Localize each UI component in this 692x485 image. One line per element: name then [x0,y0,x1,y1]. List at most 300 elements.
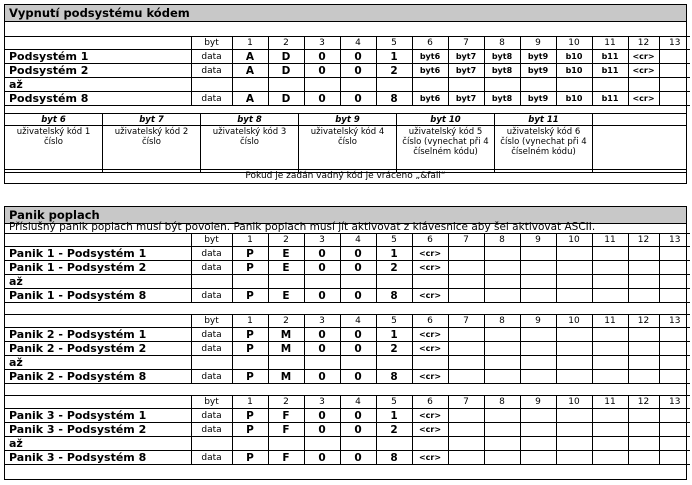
byte-cell [484,328,520,342]
table-row [5,92,690,106]
byte-cell: P [232,423,268,437]
byte-cell [556,289,592,303]
byte-cell [232,78,268,92]
byte-cell: byt6 [412,50,448,64]
byte-cell: 8 [376,451,412,465]
data-cell: data [191,370,232,384]
byte-cell: A [232,50,268,64]
table-row [5,437,690,451]
byte-header: byt 6 [5,114,103,126]
byte-cell [268,437,304,451]
data-cell: data [191,409,232,423]
byte-cell: 2 [376,64,412,78]
table-row [5,64,690,78]
panic-1-table [5,233,690,303]
byte-description: uživatelský kód 5 číslo (vynechat při 4 číselném kódu) [397,126,495,173]
table-header-row [5,234,690,247]
byte-cell [448,289,484,303]
column-header: 6 [412,234,448,247]
table-row [5,247,690,261]
byte-cell: 0 [340,342,376,356]
byte-cell: 0 [340,92,376,106]
column-header: 7 [448,396,484,409]
column-header: byt [191,315,232,328]
byte-description: uživatelský kód 2 číslo [103,126,201,173]
column-header: 2 [268,37,304,50]
byte-cell: P [232,370,268,384]
byte-cell [592,328,628,342]
byte-description-table [5,113,686,173]
table-header-row [5,37,690,50]
column-header: 5 [376,37,412,50]
column-header: 9 [520,234,556,247]
byte-cell: F [268,451,304,465]
byte-cell: byt8 [484,64,520,78]
byte-cell [659,50,690,64]
byte-cell [556,275,592,289]
byte-cell [520,247,556,261]
byte-cell: F [268,423,304,437]
column-header: 1 [232,396,268,409]
byte-cell [659,370,690,384]
byte-cell [628,261,659,275]
column-header: 6 [412,396,448,409]
byte-cell: 0 [340,289,376,303]
byte-cell [556,423,592,437]
byte-cell [556,409,592,423]
byte-cell: P [232,261,268,275]
byte-cell [659,437,690,451]
byte-cell [304,437,340,451]
byte-cell [592,78,628,92]
row-label: Panik 1 - Podsystém 8 [5,289,191,303]
byte-cell: 0 [340,261,376,275]
byte-cell [556,451,592,465]
byte-cell [340,437,376,451]
byte-cell [484,275,520,289]
row-label: až [5,275,191,289]
section-code-disarm [4,4,687,184]
byte-cell: 2 [376,261,412,275]
byte-cell [592,275,628,289]
table-row [5,50,690,64]
byte-cell [520,356,556,370]
column-header: 8 [484,315,520,328]
byte-cell: <cr> [628,64,659,78]
byte-cell [520,423,556,437]
byte-cell: b11 [592,64,628,78]
byte-cell [628,356,659,370]
column-header: 9 [520,37,556,50]
byte-cell [592,356,628,370]
byte-header: byt 8 [201,114,299,126]
byte-cell [592,437,628,451]
byte-cell [628,275,659,289]
empty-cell [593,114,687,126]
data-cell: data [191,289,232,303]
byte-cell: M [268,342,304,356]
byte-cell [628,328,659,342]
column-header: 10 [556,396,592,409]
byte-cell [232,356,268,370]
byte-cell [659,78,690,92]
byte-cell [556,342,592,356]
byte-cell [340,356,376,370]
byte-cell [520,370,556,384]
column-header: 2 [268,315,304,328]
byte-cell [484,451,520,465]
byte-cell: 8 [376,92,412,106]
byte-cell [659,64,690,78]
byte-cell [376,78,412,92]
table-row [5,275,690,289]
row-label: Podsystém 8 [5,92,191,106]
byte-cell: <cr> [412,247,448,261]
byte-cell [659,328,690,342]
byte-cell: <cr> [628,50,659,64]
column-header: 13 [659,396,690,409]
byte-cell [592,409,628,423]
byte-cell: 8 [376,289,412,303]
byte-cell: b10 [556,64,592,78]
column-header: 9 [520,396,556,409]
byte-cell [659,342,690,356]
byte-cell [268,78,304,92]
data-cell [191,275,232,289]
byte-cell [448,423,484,437]
panic-intro-text: Příslušný panik poplach musí být povolen. Panik poplach musí jít aktivovat z klávesnice aby šel aktivovat ASCII. [9,221,596,233]
row-label: Panik 1 - Podsystém 1 [5,247,191,261]
data-cell: data [191,64,232,78]
column-header: 13 [659,37,690,50]
column-header: 2 [268,234,304,247]
byte-cell: b10 [556,50,592,64]
byte-cell [520,275,556,289]
column-header: 4 [340,396,376,409]
column-header: 7 [448,234,484,247]
column-header: byt [191,396,232,409]
column-header: 1 [232,234,268,247]
byte-cell [448,247,484,261]
table-header-row [5,315,690,328]
byte-cell: 0 [340,64,376,78]
byte-cell [520,261,556,275]
byte-cell [484,437,520,451]
byte-cell: P [232,451,268,465]
panic-2-table [5,314,690,384]
byte-cell: M [268,370,304,384]
data-cell: data [191,50,232,64]
column-header: 12 [628,396,659,409]
data-cell [191,437,232,451]
column-header: 9 [520,315,556,328]
byte-cell [484,78,520,92]
table-row [5,328,690,342]
byte-cell [659,356,690,370]
byte-cell: byt9 [520,92,556,106]
byte-cell [556,247,592,261]
column-header: 2 [268,396,304,409]
byte-cell: 0 [304,342,340,356]
byte-cell: <cr> [412,289,448,303]
byte-cell [232,275,268,289]
table-row [5,409,690,423]
column-header: 7 [448,37,484,50]
byte-cell [520,342,556,356]
row-label: až [5,437,191,451]
column-header: 8 [484,234,520,247]
row-label: Panik 3 - Podsystém 2 [5,423,191,437]
byte-cell [520,78,556,92]
byte-description: uživatelský kód 4 číslo [299,126,397,173]
byte-cell [484,370,520,384]
byte-cell: 1 [376,50,412,64]
byte-cell: 0 [304,370,340,384]
byte-cell: 1 [376,247,412,261]
byte-cell: byt7 [448,92,484,106]
byte-cell: 0 [304,328,340,342]
data-cell: data [191,328,232,342]
column-header: 1 [232,315,268,328]
column-header: 5 [376,234,412,247]
byte-cell: <cr> [412,409,448,423]
byte-cell: <cr> [412,451,448,465]
byte-cell: 0 [340,423,376,437]
byte-cell [592,247,628,261]
byte-cell: <cr> [412,261,448,275]
byte-cell [448,437,484,451]
byte-cell [520,451,556,465]
byte-cell: <cr> [412,423,448,437]
byte-cell: 0 [304,92,340,106]
byte-cell: 0 [304,409,340,423]
byte-cell: 0 [340,451,376,465]
byte-cell: F [268,409,304,423]
byte-cell [232,437,268,451]
byte-cell [484,247,520,261]
byte-cell [412,356,448,370]
byte-cell: 0 [304,423,340,437]
column-header: 3 [304,396,340,409]
byte-cell [556,78,592,92]
byte-cell: 0 [304,50,340,64]
section-code-disarm-title: Vypnutí podsystému kódem [5,5,686,22]
byte-cell [304,275,340,289]
byte-cell: 0 [340,409,376,423]
byte-header: byt 7 [103,114,201,126]
table-row [5,342,690,356]
byte-cell [556,261,592,275]
byte-cell: byt7 [448,64,484,78]
data-cell: data [191,342,232,356]
empty-cell [593,126,687,173]
byte-cell: byt9 [520,50,556,64]
byte-cell [659,423,690,437]
column-header: byt [191,37,232,50]
byte-cell: A [232,92,268,106]
byte-cell [268,356,304,370]
byte-cell: <cr> [412,370,448,384]
column-header: 3 [304,37,340,50]
byte-cell: 0 [304,289,340,303]
byte-cell: byt6 [412,64,448,78]
row-label: Panik 2 - Podsystém 1 [5,328,191,342]
byte-cell [340,275,376,289]
byte-description: uživatelský kód 6 číslo (vynechat při 4 číselném kódu) [495,126,593,173]
byte-cell [592,261,628,275]
byte-cell: 1 [376,328,412,342]
byte-cell: 0 [304,261,340,275]
byte-cell [659,275,690,289]
byte-cell [340,78,376,92]
byte-cell [628,78,659,92]
byte-cell [628,437,659,451]
byte-header: byt 10 [397,114,495,126]
row-label: Panik 2 - Podsystém 8 [5,370,191,384]
byte-cell: A [232,64,268,78]
byte-cell [448,261,484,275]
row-label: až [5,356,191,370]
column-header: 7 [448,315,484,328]
row-label: Podsystém 2 [5,64,191,78]
code-disarm-table [5,36,690,106]
byte-cell: byt8 [484,50,520,64]
byte-cell [484,409,520,423]
column-header: 10 [556,315,592,328]
column-header: 4 [340,315,376,328]
byte-cell [376,275,412,289]
table-row [5,78,690,92]
byte-cell [592,423,628,437]
byte-cell [628,342,659,356]
invalid-code-note: Pokud je zadán vadný kód je vráceno „&fail“ [5,169,686,183]
byte-cell: 0 [340,247,376,261]
column-header: 12 [628,234,659,247]
byte-cell: byt6 [412,92,448,106]
byte-cell [659,289,690,303]
data-cell: data [191,423,232,437]
byte-cell [556,356,592,370]
table-row [5,451,690,465]
byte-cell [628,247,659,261]
column-header: 5 [376,396,412,409]
row-label: Panik 3 - Podsystém 8 [5,451,191,465]
byte-header: byt 11 [495,114,593,126]
byte-cell [592,289,628,303]
byte-cell: M [268,328,304,342]
byte-cell [592,342,628,356]
column-header: 4 [340,234,376,247]
section-panic-alarm [4,206,687,480]
byte-cell: P [232,289,268,303]
table-row [5,423,690,437]
byte-cell: 2 [376,423,412,437]
byte-header: byt 9 [299,114,397,126]
column-header: 8 [484,37,520,50]
byte-cell [484,342,520,356]
byte-cell: 8 [376,370,412,384]
byte-cell: 0 [304,247,340,261]
byte-cell [376,356,412,370]
byte-cell [268,275,304,289]
byte-cell [448,409,484,423]
column-header: 12 [628,315,659,328]
byte-cell [412,275,448,289]
byte-cell [484,423,520,437]
byte-cell: 0 [304,451,340,465]
column-header: 3 [304,315,340,328]
byte-cell [484,289,520,303]
byte-cell: <cr> [412,342,448,356]
byte-cell [376,437,412,451]
byte-cell: E [268,247,304,261]
column-header: 4 [340,37,376,50]
byte-cell: E [268,289,304,303]
data-cell: data [191,92,232,106]
byte-cell [484,356,520,370]
byte-cell [448,78,484,92]
byte-cell [592,370,628,384]
byte-cell: D [268,92,304,106]
byte-cell [304,356,340,370]
data-cell: data [191,451,232,465]
byte-cell [520,437,556,451]
data-cell: data [191,261,232,275]
table-row [5,370,690,384]
byte-cell [556,370,592,384]
column-header [5,234,191,247]
byte-cell: D [268,64,304,78]
column-header [5,396,191,409]
byte-description: uživatelský kód 3 číslo [201,126,299,173]
column-header: 10 [556,234,592,247]
byte-cell [520,409,556,423]
byte-cell [412,437,448,451]
byte-cell: byt9 [520,64,556,78]
column-header: 3 [304,234,340,247]
byte-cell: <cr> [628,92,659,106]
data-cell [191,78,232,92]
table-row [5,289,690,303]
byte-cell: D [268,50,304,64]
byte-cell: 2 [376,342,412,356]
byte-cell [556,437,592,451]
byte-cell [520,328,556,342]
column-header [5,315,191,328]
byte-cell: P [232,409,268,423]
byte-cell: 0 [304,64,340,78]
byte-cell: b10 [556,92,592,106]
column-header: 11 [592,315,628,328]
row-label: Panik 2 - Podsystém 2 [5,342,191,356]
section-panic-alarm-title: Panik poplach [5,207,686,224]
column-header: 11 [592,234,628,247]
panic-3-table [5,395,690,465]
byte-cell: b11 [592,50,628,64]
byte-cell [412,78,448,92]
byte-cell [448,328,484,342]
byte-cell [304,78,340,92]
table-row [5,356,690,370]
byte-cell [448,356,484,370]
row-label: Podsystém 1 [5,50,191,64]
byte-cell [628,409,659,423]
byte-cell [628,370,659,384]
byte-cell: 0 [340,328,376,342]
byte-cell: byt7 [448,50,484,64]
byte-cell [520,289,556,303]
table-row [5,261,690,275]
